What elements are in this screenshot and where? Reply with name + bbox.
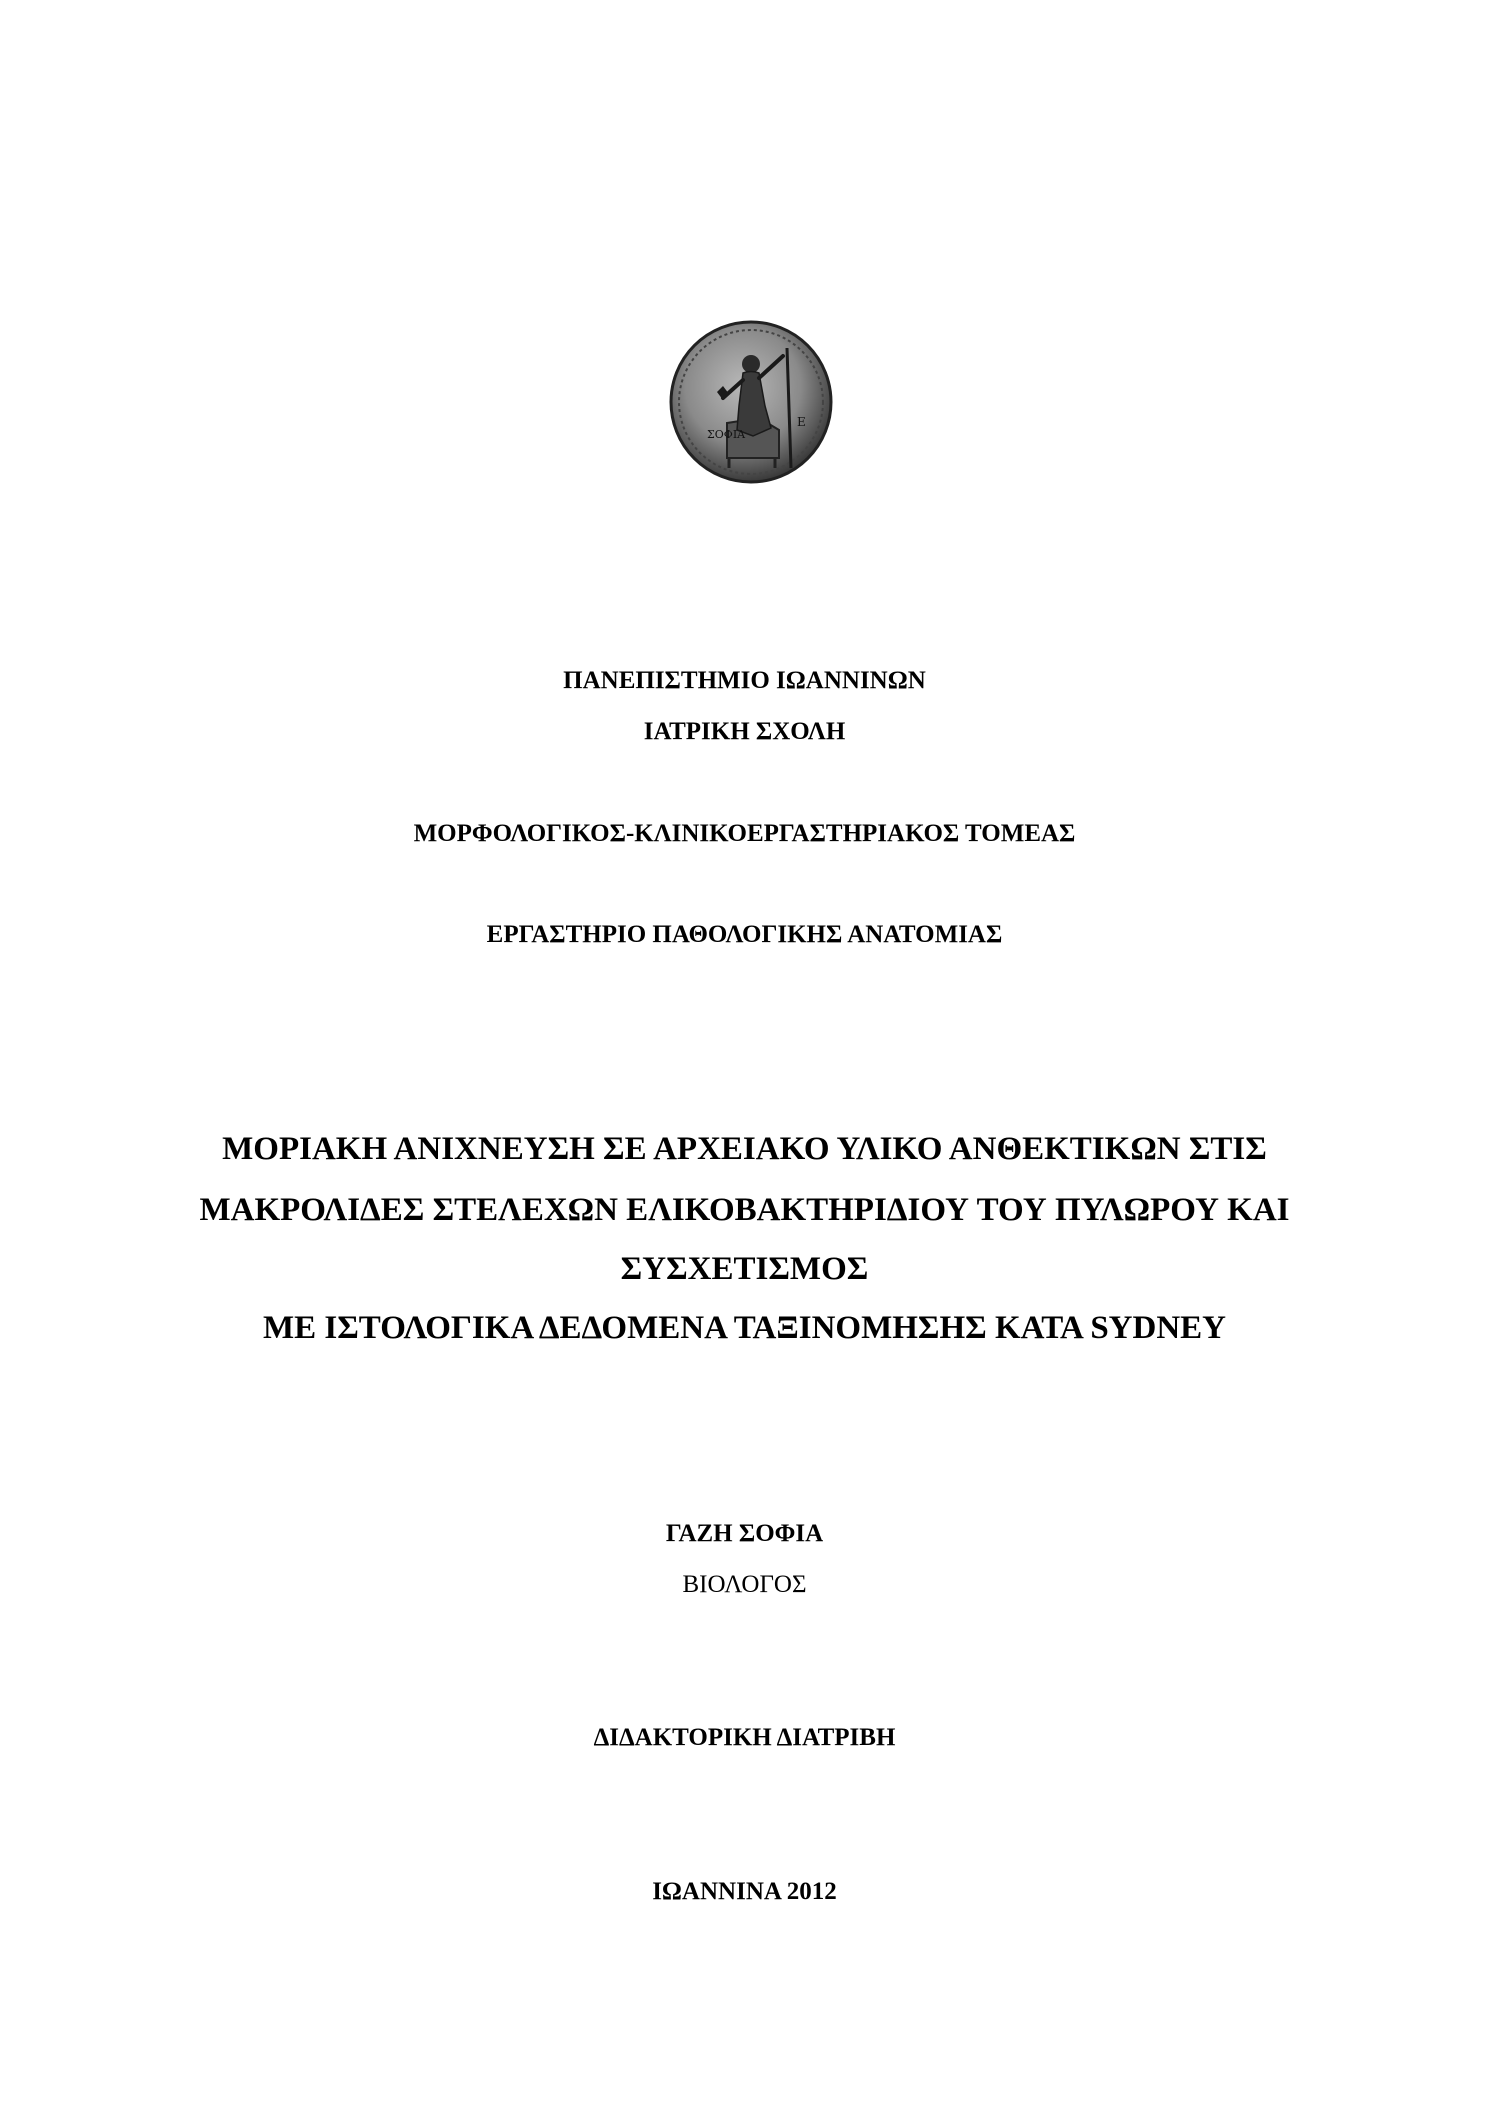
svg-text:ΣΟΦΙΑ: ΣΟΦΙΑ	[707, 428, 746, 441]
thesis-title-line-2: ΜΑΚΡΟΛΙΔΕΣ ΣΤΕΛΕΧΩΝ ΕΛΙΚΟΒΑΚΤΗΡΙΔΙΟΥ ΤΟΥ ΠΥΛΩΡΟΥ ΚΑΙ	[199, 1192, 1290, 1228]
svg-text:Ε: Ε	[797, 415, 806, 429]
university-coin-seal-icon	[667, 318, 835, 486]
thesis-title-line-1: ΜΟΡΙΑΚΗ ΑΝΙΧΝΕΥΣΗ ΣΕ ΑΡΧΕΙΑΚΟ ΥΛΙΚΟ ΑΝΘΕΚΤΙΚΩΝ ΣΤΙΣ	[222, 1131, 1267, 1167]
laboratory-name: ΕΡΓΑΣΤΗΡΙΟ ΠΑΘΟΛΟΓΙΚΗΣ ΑΝΑΤΟΜΙΑΣ	[486, 921, 1003, 948]
school-name: ΙΑΤΡΙΚΗ ΣΧΟΛΗ	[643, 718, 846, 745]
thesis-title-line-3: ΣΥΣΧΕΤΙΣΜΟΣ	[620, 1251, 869, 1287]
department-name: ΜΟΡΦΟΛΟΓΙΚΟΣ-ΚΛΙΝΙΚΟΕΡΓΑΣΤΗΡΙΑΚΟΣ ΤΟΜΕΑΣ	[413, 820, 1076, 847]
place-and-year: ΙΩΑΝΝΙΝΑ 2012	[652, 1878, 837, 1905]
university-name: ΠΑΝΕΠΙΣΤΗΜΙΟ ΙΩΑΝΝΙΝΩΝ	[563, 667, 926, 694]
author-name: ΓΑΖΗ ΣΟΦΙΑ	[665, 1520, 824, 1547]
document-type: ΔΙΔΑΚΤΟΡΙΚΗ ΔΙΑΤΡΙΒΗ	[593, 1724, 896, 1751]
thesis-title-line-4: ΜΕ ΙΣΤΟΛΟΓΙΚΑ ΔΕΔΟΜΕΝΑ ΤΑΞΙΝΟΜΗΣΗΣ ΚΑΤΑ SYDNEY	[262, 1310, 1227, 1346]
author-profession: ΒΙΟΛΟΓΟΣ	[682, 1571, 807, 1598]
